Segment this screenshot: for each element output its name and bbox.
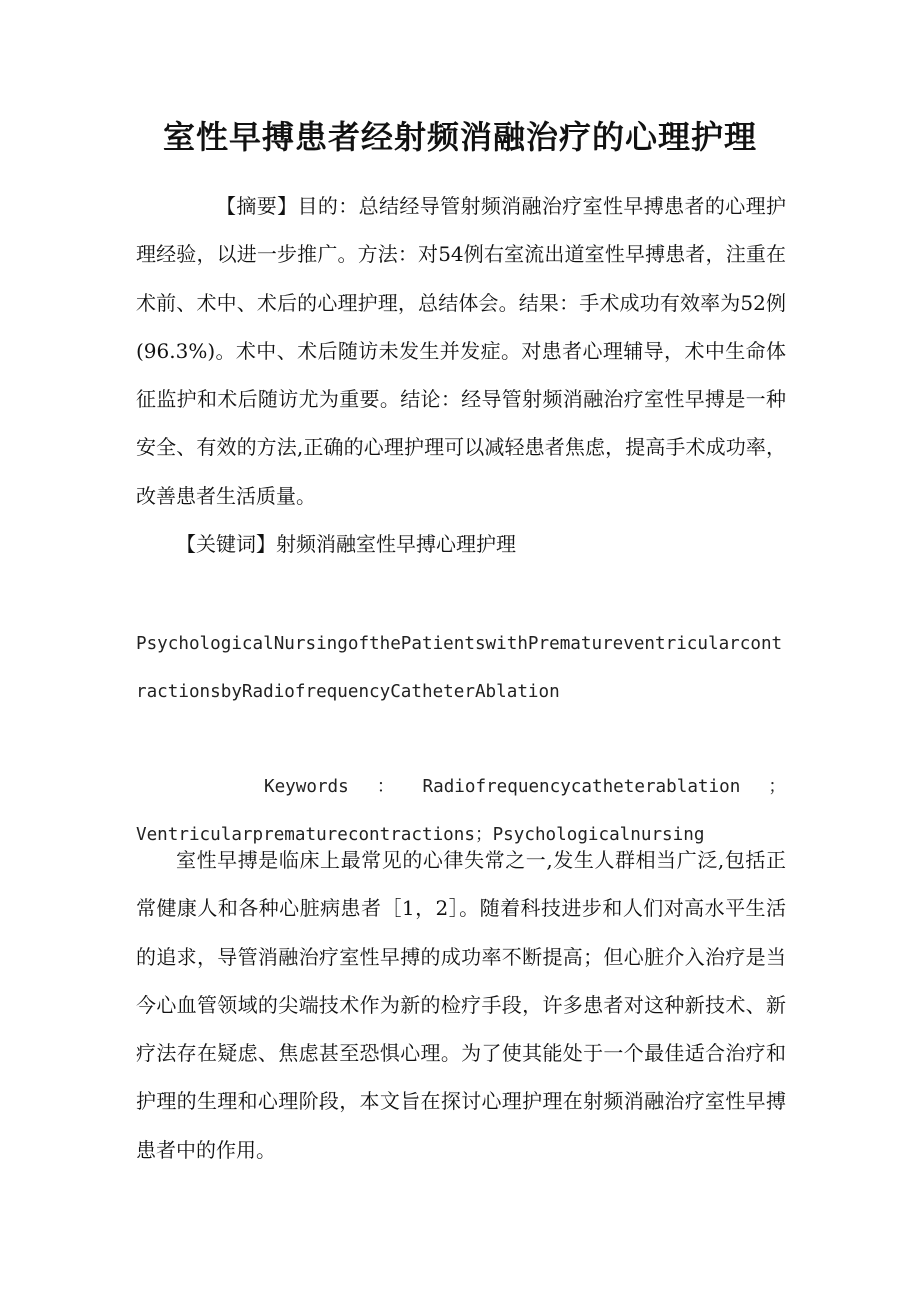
keywords-en-line1 — [136, 763, 786, 811]
keywords-en-colon: ： — [376, 777, 395, 797]
keywords-en-term1: Radiofrequencycatheterablation — [422, 777, 741, 797]
keywords-cn-text: 射频消融室性早搏心理护理 — [276, 532, 516, 556]
keywords-en-label: Keywords — [264, 777, 349, 797]
abstract-label: 【摘要】 — [216, 194, 298, 218]
paper-title: 室性早搏患者经射频消融治疗的心理护理 — [162, 118, 757, 156]
keywords-en-sep1: ； — [768, 777, 786, 797]
keywords-cn-paragraph — [136, 520, 786, 568]
keywords-en-term2: Ventricularprematurecontractions — [136, 825, 475, 845]
english-title: PsychologicalNursingofthePatientswithPrematureventricularcontractionsbyRadiofrequencyCatheterAblation — [136, 634, 783, 702]
abstract-text: 目的：总结经导管射频消融治疗室性早搏患者的心理护理经验，以进一步推广。方法：对54例右室流出道室性早搏患者，注重在术前、术中、术后的心理护理，总结体会。结果：手术成功有效率为52例(96.3%)。术中、术后随访未发生并发症。对患者心理辅导，术中生命体征监护和术后随访尤为重要。结论：经导管射频消融治疗室性早搏是一种安全、有效的方法,正确的心理护理可以减轻患者焦虑，提高手术成功率，改善患者生活质量。 — [136, 194, 787, 508]
keywords-en-sep2: ； — [474, 825, 493, 845]
intro-paragraph: 室性早搏是临床上最常见的心律失常之一,发生人群相当广泛,包括正常健康人和各种心脏病患者［1，2］。随着科技进步和人们对高水平生活的追求，导管消融治疗室性早搏的成功率不断提高；但心脏介入治疗是当今心血管领域的尖端技术作为新的检疗手段，许多患者对这种新技术、新疗法存在疑虑、焦虑甚至恐惧心理。为了使其能处于一个最佳适合治疗和护理的生理和心理阶段，本文旨在探讨心理护理在射频消融治疗室性早搏患者中的作用。 — [136, 848, 786, 1162]
keywords-en-term3: Psychologicalnursing — [492, 825, 705, 845]
keywords-cn-label: 【关键词】 — [176, 532, 276, 556]
abstract-paragraph — [136, 182, 786, 520]
